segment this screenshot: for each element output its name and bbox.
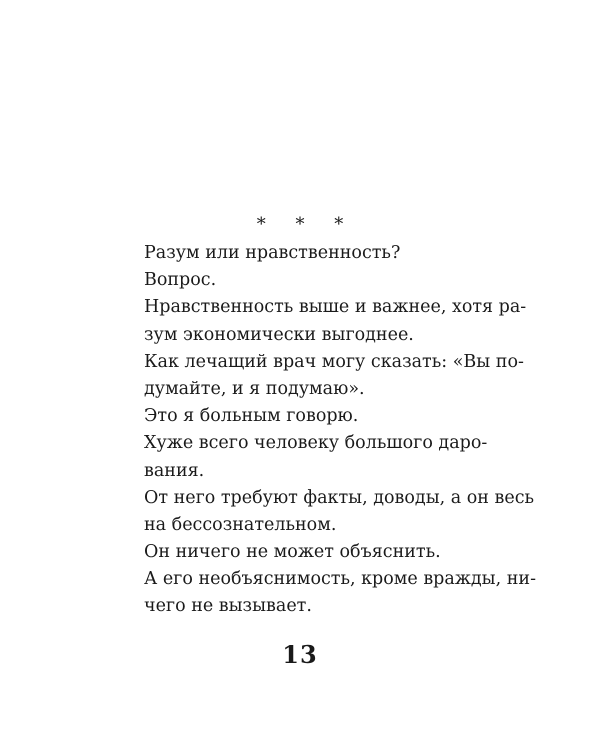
text-line: А его необъяснимость, кроме вражды, ни- (144, 569, 536, 590)
text-line: Разум или нравственность? (144, 243, 401, 263)
section-separator: * * * (256, 214, 356, 235)
text-line: думайте, и я подумаю». (144, 378, 365, 399)
text-line: чего не вызывает. (144, 596, 312, 617)
text-line: Как лечащий врач могу сказать: «Вы по- (144, 351, 524, 372)
text-line: Это я больным говорю. (144, 406, 359, 427)
text-line: зум экономически выгоднее. (144, 324, 414, 345)
text-line: вания. (144, 460, 205, 481)
text-line: на бессознательном. (144, 514, 337, 535)
text-line: Нравственность выше и важнее, хотя ра- (144, 297, 527, 318)
text-line: Хуже всего человеку большого даро- (144, 433, 488, 454)
text-line: Он ничего не может объяснить. (144, 542, 441, 563)
page-number: 13 (282, 640, 318, 669)
text-line: От него требуют факты, доводы, а он весь (144, 487, 535, 508)
body-text (144, 240, 536, 621)
text-line: Вопрос. (144, 270, 217, 291)
